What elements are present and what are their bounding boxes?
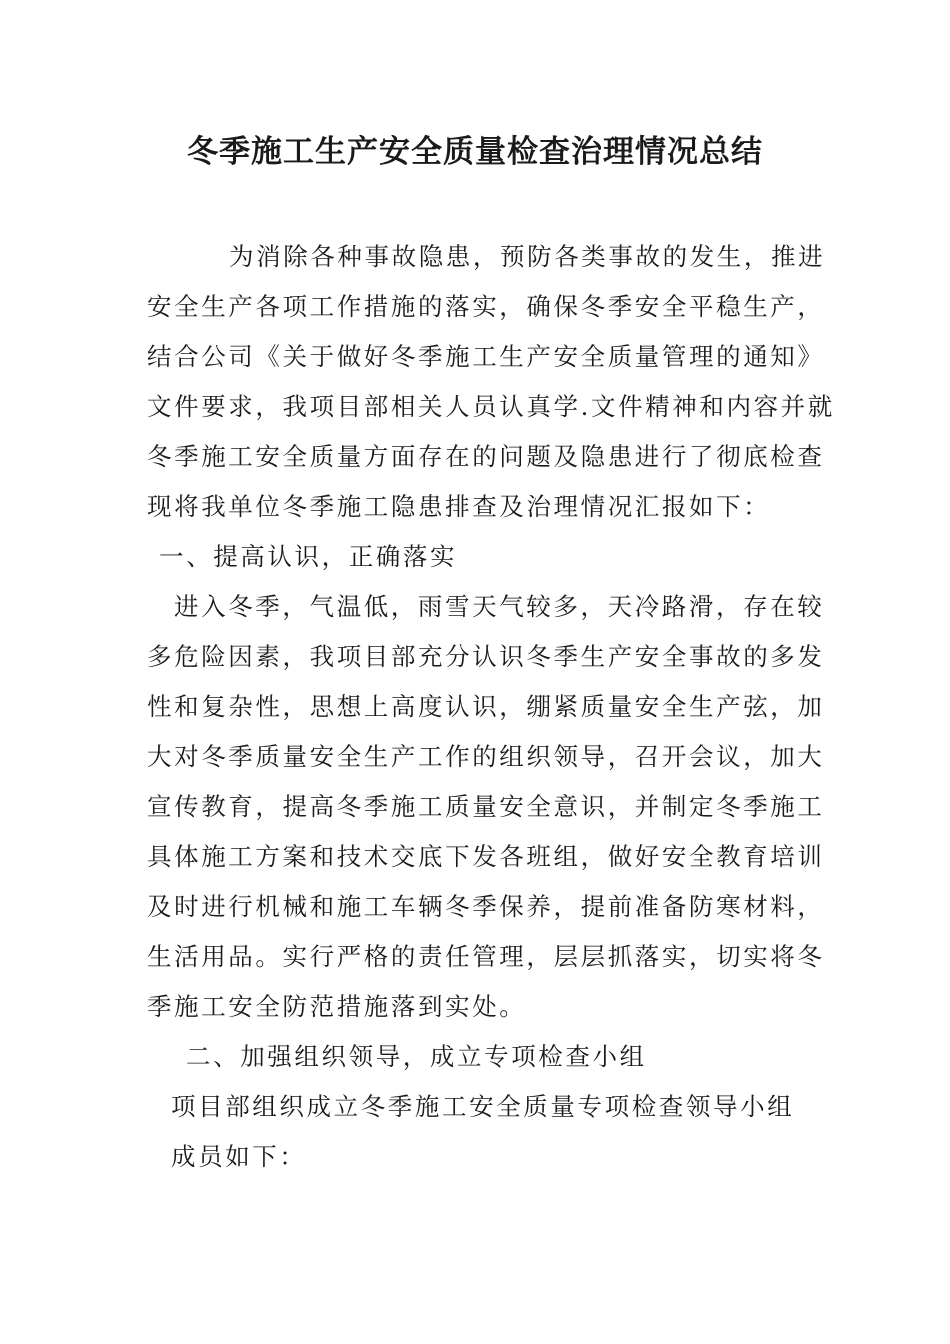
intro-line: 现将我单位冬季施工隐患排查及治理情况汇报如下： bbox=[147, 492, 771, 521]
section-heading: 一、提高认识，正确落实 bbox=[159, 542, 458, 571]
body-line: 项目部组织成立冬季施工安全质量专项检查领导小组 bbox=[171, 1092, 795, 1121]
intro-line: 安全生产各项工作措施的落实，确保冬季安全平稳生产， bbox=[147, 292, 825, 321]
intro-line: 为消除各种事故隐患，预防各类事故的发生，推进 bbox=[229, 242, 826, 271]
body-line: 大对冬季质量安全生产工作的组织领导，召开会议，加大 bbox=[147, 742, 825, 771]
body-line: 生活用品。实行严格的责任管理，层层抓落实，切实将冬 bbox=[147, 942, 825, 971]
body-line: 性和复杂性，思想上高度认识，绷紧质量安全生产弦，加 bbox=[147, 692, 825, 721]
section-heading: 二、加强组织领导，成立专项检查小组 bbox=[186, 1042, 647, 1071]
body-line: 及时进行机械和施工车辆冬季保养，提前准备防寒材料， bbox=[147, 892, 825, 921]
intro-line: 结合公司《关于做好冬季施工生产安全质量管理的通知》 bbox=[147, 342, 825, 371]
body-line: 具体施工方案和技术交底下发各班组，做好安全教育培训 bbox=[147, 842, 825, 871]
body-line: 季施工安全防范措施落到实处。 bbox=[147, 992, 527, 1021]
document-title: 冬季施工生产安全质量检查治理情况总结 bbox=[187, 134, 763, 170]
body-line: 成员如下： bbox=[171, 1142, 307, 1171]
intro-line: 文件要求，我项目部相关人员认真学.文件精神和内容并就 bbox=[147, 392, 835, 421]
body-line: 进入冬季，气温低，雨雪天气较多，天冷路滑，存在较 bbox=[174, 592, 825, 621]
body-line: 多危险因素，我项目部充分认识冬季生产安全事故的多发 bbox=[147, 642, 825, 671]
body-line: 宣传教育，提高冬季施工质量安全意识，并制定冬季施工 bbox=[147, 792, 825, 821]
intro-line: 冬季施工安全质量方面存在的问题及隐患进行了彻底检查 bbox=[147, 442, 825, 471]
